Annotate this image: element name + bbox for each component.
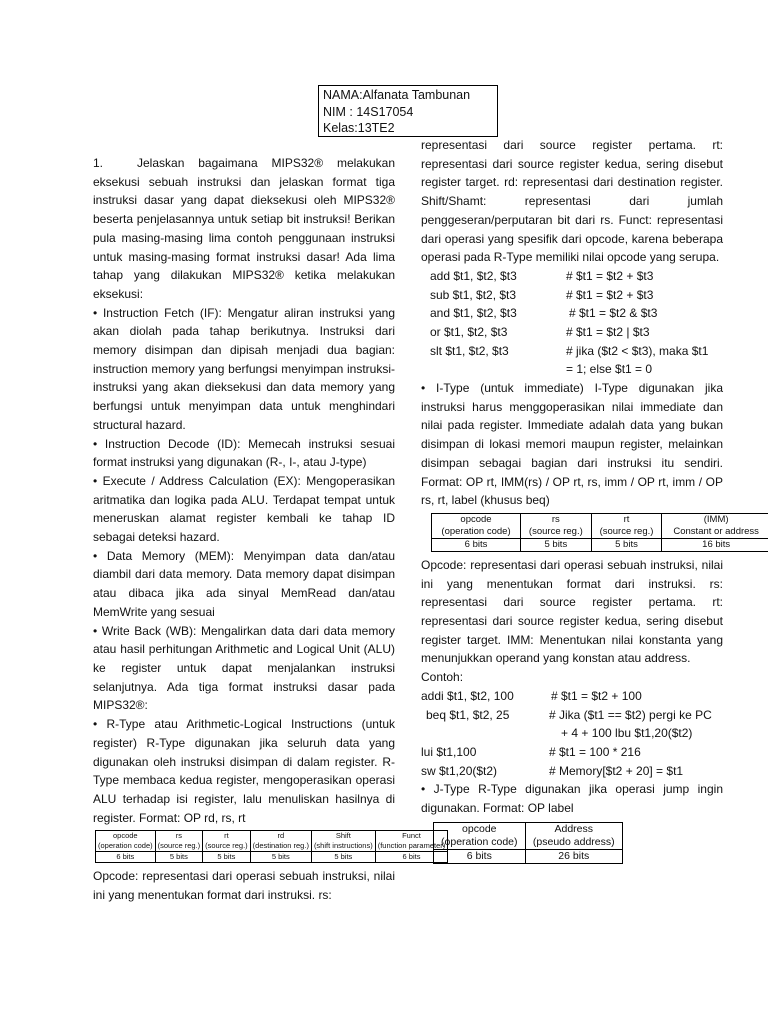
table-row (434, 822, 623, 849)
jtype-paragraph: • J-Type R-Type digunakan jika operasi jump ingin digunakan. Format: OP label (421, 782, 723, 816)
jtype-format-table (433, 822, 623, 864)
table-cell: rt (source reg.) (591, 513, 662, 538)
right-column (421, 136, 759, 868)
table-cell: Shift (shift instructions) (311, 831, 375, 852)
contoh-label: Contoh: (421, 670, 464, 685)
table-cell: 5 bits (311, 852, 375, 863)
table-cell: opcode (operation code) (96, 831, 156, 852)
table-cell: 5 bits (250, 852, 311, 863)
itype-description: Opcode: representasi dari operasi sebuah instruksi, nilai ini yang menentukan format dari instruksi. rs: representasi dari source register pertama. rt: representasi dari source register kedua, sering disebut register target. IMM: Menentukan nilai konstanta yang menunjukkan operand yang konstan atau address. (421, 557, 723, 666)
code-line: and $t1, $t2, $t3 # $t1 = $t2 & $t3 (430, 306, 658, 321)
code-line: sub $t1, $t2, $t3 # $t1 = $t2 + $t3 (430, 287, 654, 302)
opcode-description: Opcode: representasi dari operasi sebuah instruksi, nilai ini yang menentukan format dari instruksi. rs: (93, 869, 395, 903)
code-line: add $t1, $t2, $t3 # $t1 = $t2 + $t3 (430, 268, 654, 283)
code-line: sw $t1,20($t2) # Memory[$t2 + 20] = $t1 (421, 763, 684, 778)
table-cell: Address (pseudo address) (525, 822, 622, 849)
stage-id: • Instruction Decode (ID): Memecah instruksi sesuai format instruksi yang digunakan (R-, I-, atau J-type) (93, 436, 395, 470)
table-cell: 6 bits (432, 538, 521, 551)
table-cell: 6 bits (96, 852, 156, 863)
table-cell: rt (source reg.) (203, 831, 251, 852)
student-class: Kelas:13TE2 (323, 121, 395, 135)
itype-format-table (431, 513, 768, 552)
table-row (434, 849, 623, 863)
table-cell: 5 bits (203, 852, 251, 863)
table-row (432, 513, 768, 538)
code-line: beq $t1, $t2, 25 # Jika ($t1 == $t2) pergi ke PC (426, 707, 712, 722)
table-cell: 6 bits (375, 852, 448, 863)
table-cell: opcode (operation code) (434, 822, 526, 849)
stage-ex: • Execute / Address Calculation (EX): Mengoperasikan aritmatika dan logika pada ALU. Terdapat tempat untuk meneruskan alamat register kembali ke tahap ID sebagai deteksi hazard. (93, 473, 395, 545)
table-cell: rs (source reg.) (155, 831, 203, 852)
rtype-paragraph: • R-Type atau Arithmetic-Logical Instructions (untuk register) R-Type digunakan jika seluruh data yang digunakan oleh instruksi disimpan di dalam register. R-Type membaca kedua register, mengoperasikan operasi ALU terhadap isi register, lalu menuliskan hasilnya di register. Format: OP rd, rs, rt (93, 717, 395, 825)
stage-wb: • Write Back (WB): Mengalirkan data dari data memory atau hasil perhitungan Arithmetic and Logical Unit (ALU) ke register untuk dapat menjalankan instruksi selanjutnya. Ada tiga format instruksi dasar pada MIPS32®: (93, 623, 395, 713)
question-text: Jelaskan bagaimana MIPS32® melakukan eksekusi sebuah instruksi dan jelaskan format tiga instruksi dasar yang dapat dieksekusi oleh MIPS32® beserta penjelasannya untuk setiap bit instruksi! Berikan pula masing-masing lima contoh penggunaan instruksi untuk masing-masing format instruksi dasar! Ada lima tahap yang dilakukan MIPS32® ketika melakukan eksekusi: (93, 156, 395, 301)
stage-if: • Instruction Fetch (IF): Mengatur aliran instruksi yang akan diolah pada tahap berikutnya. Instruksi dari memory disimpan dan dipisah menjadi dua bagian: instruction memory yang berfungsi menyimpan instruksi-instruksi yang akan dieksekusi dan data memory yang berfungsi untuk menyimpan data untuk menghindari structural hazard. (93, 305, 395, 432)
code-line: lui $t1,100 # $t1 = 100 * 216 (421, 744, 641, 759)
table-cell: 26 bits (525, 849, 622, 863)
stage-mem: • Data Memory (MEM): Menyimpan data dan/atau diambil dari data memory. Data memory dapat disimpan atau dibaca jika ada sinyal MemRead dan/atau MemWrite yang sesuai (93, 548, 395, 619)
student-nim: NIM : 14S17054 (323, 104, 414, 119)
table-cell: rs (source reg.) (521, 513, 592, 538)
code-line: + 4 + 100 lbu $t1,20($t2) (561, 726, 693, 741)
left-column (93, 154, 446, 905)
student-info-box (318, 85, 498, 137)
table-cell: 16 bits (662, 538, 768, 551)
question-number: 1. (93, 156, 104, 170)
code-line: addi $t1, $t2, 100 # $t1 = $t2 + 100 (421, 688, 642, 703)
rtype-continued: representasi dari source register pertama. rt: representasi dari source register kedua, sering disebut register target. rd: representasi dari destination register. Shift/Shamt: representasi dari jumlah penggeseran/perputaran bit dari rs. Funct: representasi dari operasi yang spesifik dari opcode, karena beberapa operasi pada R-Type memiliki nilai opcode yang serupa. (421, 138, 723, 265)
table-cell: 5 bits (155, 852, 203, 863)
code-line: or $t1, $t2, $t3 # $t1 = $t2 | $t3 (430, 324, 650, 339)
question-paragraph (93, 154, 395, 304)
table-cell: opcode (operation code) (432, 513, 521, 538)
table-cell: rd (destination reg.) (250, 831, 311, 852)
student-name: NAMA:Alfanata Tambunan (323, 88, 471, 102)
itype-paragraph: • I-Type (untuk immediate) I-Type digunakan jika instruksi harus menggoperasikan nilai immediate dan nilai pada register. Immediate adalah data yang bukan disimpan di lokasi memori maupun register, melainkan disimpan sebagai bagian dari instruksi itu sendiri. Format: OP rt, IMM(rs) / OP rt, rs, imm / OP rt, imm / OP rs, rt, label (khusus beq) (421, 381, 723, 508)
table-cell: 5 bits (521, 538, 592, 551)
code-line: = 1; else $t1 = 0 (566, 362, 653, 377)
table-cell: 5 bits (591, 538, 662, 551)
code-line: slt $t1, $t2, $t3 # jika ($t2 < $t3), maka $t1 (430, 343, 709, 358)
rtype-format-table (95, 830, 448, 863)
table-cell: Funct (function parameter) (375, 831, 448, 852)
table-row (96, 831, 448, 852)
table-cell: 6 bits (434, 849, 526, 863)
table-row (96, 852, 448, 863)
table-row (432, 538, 768, 551)
table-cell: (IMM) Constant or address (662, 513, 768, 538)
